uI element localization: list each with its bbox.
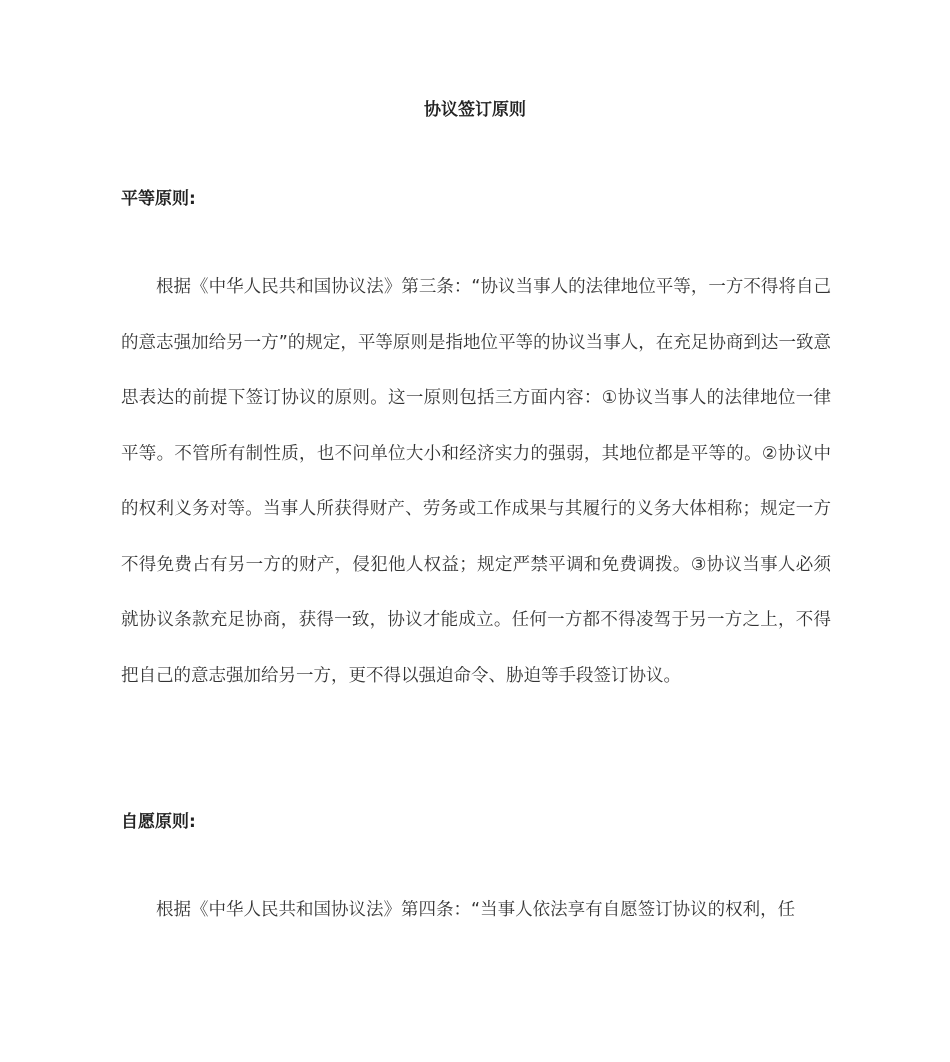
document-title: 协议签订原则 [424,100,526,120]
section-heading-voluntariness: 自愿原则: [121,812,196,832]
section-paragraph-equality: 根据《中华人民共和国协议法》第三条：“协议当事人的法律地位平等，一方不得将自己的意志强加给另一方”的规定，平等原则是指地位平等的协议当事人，在充足协商到达一致意思表达的前提下签订协议的原则。这一原则包括三方面内容：①协议当事人的法律地位一律平等。不管所有制性质，也不问单位大小和经济实力的强弱，其地位都是平等的。②协议中的权利义务对等。当事人所获得财产、劳务或工作成果与其履行的义务大体相称；规定一方不得免费占有另一方的财产，侵犯他人权益；规定严禁平调和免费调拨。③协议当事人必须就协议条款充足协商，获得一致，协议才能成立。任何一方都不得凌驾于另一方之上，不得把自己的意志强加给另一方，更不得以强迫命令、胁迫等手段签订协议。 [121,277,831,686]
section-heading-equality: 平等原则: [121,189,196,209]
section-paragraph-voluntariness: 根据《中华人民共和国协议法》第四条：“当事人依法享有自愿签订协议的权利，任 [156,900,796,920]
